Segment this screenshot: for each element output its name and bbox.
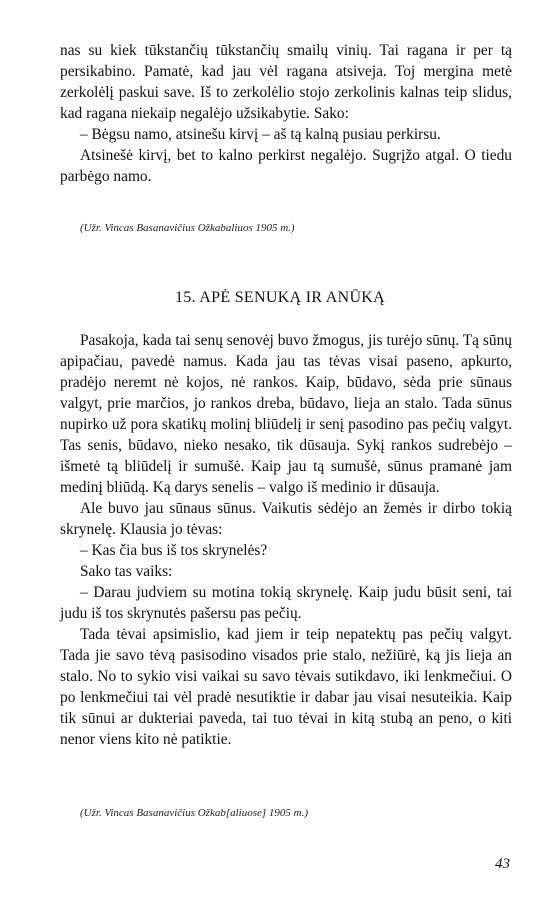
page-number: 43 xyxy=(495,856,510,872)
paragraph: – Bėgsu namo, atsinešu kirvį – aš tą kalną pusiau perkirsu. xyxy=(80,126,441,143)
source-note: (Užr. Vincas Basanavičius Ožkab[aliuose] 1905 m.) xyxy=(80,807,309,819)
paragraph: Tada tėvai apsimislio, kad jiem ir teip nepatektų pas pečių valgyt. Tada jie savo tėvą pasisodino visados prie stalo, nežiūrė, ką jis lieja an stalo. No to sykio visi vaikai su savo tėvais sutikdavo, iki lenkmečiuі. O po lenkmečiuі tai vėl pradė nesutiktie ir dabar jau visai nesuteikia. Kaip tik sūnui ar dukteriai paveda, tai tuo tėvai in kitą stubą an peno, o kiti nenor viens kito nė patiktie. xyxy=(60,626,512,748)
story-heading: 15. APĖ SENUKĄ IR ANŪKĄ xyxy=(174,289,386,306)
paragraph: nas su kiek tūkstančių tūkstančių smailų vinių. Tai ragana ir per tą persikabino. Pamatė, kad jau vėl ragana atsiveja. Toj mergina metė zerkolėlį paskui save. Iš to zerkolėlio stojo zerkolinis kalnas teip slidus, kad ragana niekaip negalėjo užsikabytie. Sako: xyxy=(60,42,512,122)
main-text-block xyxy=(60,330,512,750)
paragraph: Sako tas vaiks: xyxy=(80,563,173,580)
paragraph: Atsinešė kirvį, bet to kalno perkirst negalėjo. Sugrįžo atgal. O tiedu parbėgo namo. xyxy=(60,147,512,185)
paragraph: Pasakoja, kada tai senų senovėj buvo žmogus, jis turėjo sūnų. Tą sūnų apipačiau, pavedė namus. Kada jau tas tėvas visai paseno, apkurto, pradėjo neremt nė kojos, nė rankos. Kaip, būdavo, sėda prie sūnaus valgyt, prie marčios, jo rankos dreba, būdavo, lieja an stalo. Tada sūnus nupirko už pora skatikų molinį bliūdelį ir senį pasodino pas pečių valgyt. Tas senis, būdavo, nieko nesako, tik dūsauja. Sykį rankos sudrebėjo – išmetė tą bliūdelį ir sumušė. Kaip jau tą sumušė, sūnus pramanė jam medinį bliūdą. Ką darys senelis – valgo iš medinio ir dūsauja. xyxy=(60,332,512,496)
top-text-block xyxy=(60,40,512,187)
source-note: (Užr. Vincas Basanavičius Ožkabaliuos 1905 m.) xyxy=(80,222,295,234)
paragraph: Ale buvo jau sūnaus sūnus. Vaikutis sėdėjo an žemės ir dirbo tokią skrynelę. Klausia jo tėvas: xyxy=(60,500,512,538)
paragraph: – Kas čia bus iš tos skrynelės? xyxy=(80,542,268,559)
paragraph: – Darau judviem su motina tokią skrynelę. Kaip judu būsit seni, tai judu iš tos skrynutės pašersu pas pečių. xyxy=(60,584,512,622)
